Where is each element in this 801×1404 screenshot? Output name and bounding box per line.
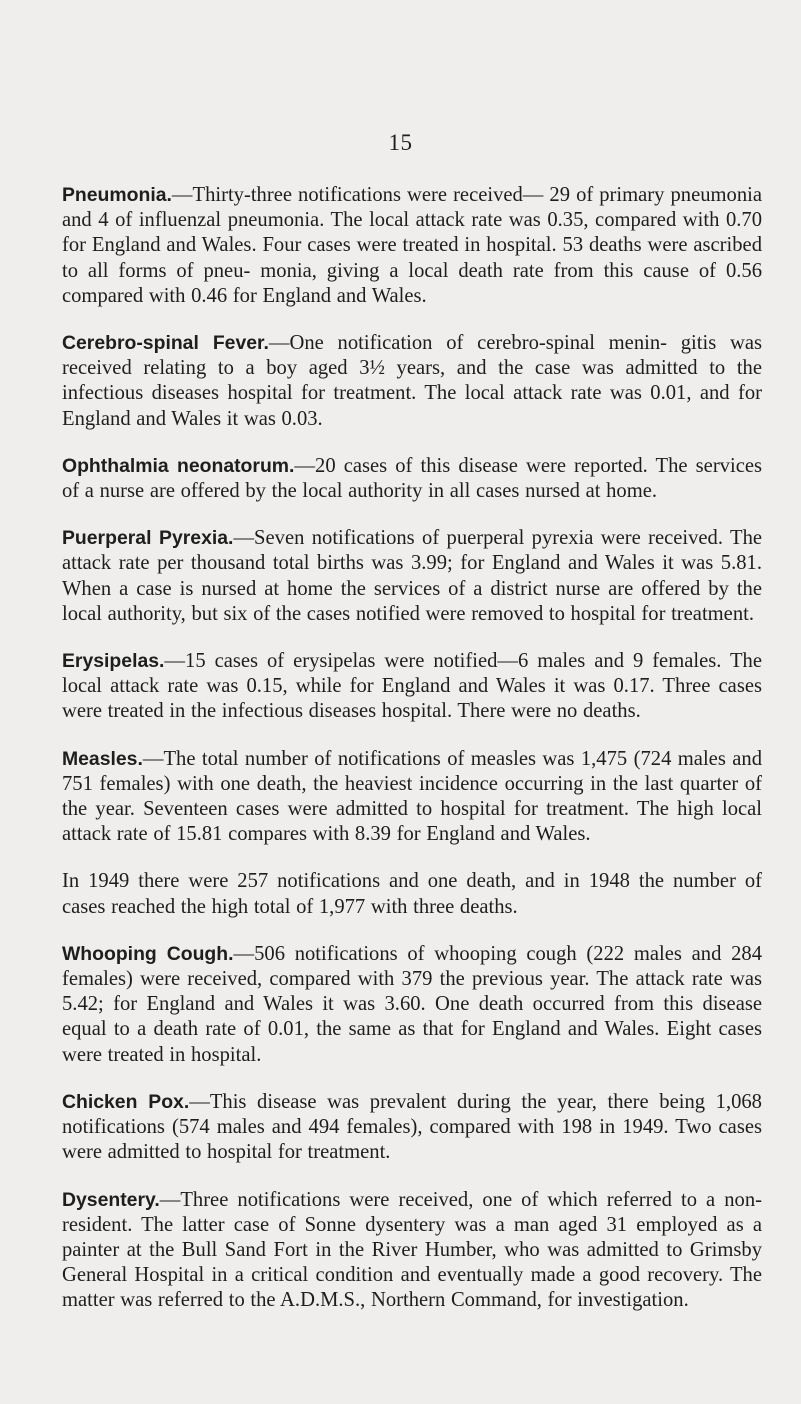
section-heading-ophthalmia-neonatorum: Ophthalmia neonatorum. — [62, 454, 295, 477]
section-heading-measles: Measles. — [62, 747, 143, 770]
section-heading-dysentery: Dysentery. — [62, 1188, 160, 1211]
paragraph-erysipelas — [62, 649, 762, 725]
paragraph-dysentery — [62, 1188, 762, 1314]
section-heading-whooping-cough: Whooping Cough. — [62, 942, 234, 965]
section-body-ophthalmia-neonatorum: —20 cases of this disease were reported. The services of a nurse are offered by the local authority in all cases nursed at home. — [62, 454, 762, 503]
section-body-puerperal-pyrexia: —Seven notifications of puerperal pyrexia were received. The attack rate per thousand total births was 3.99; for England and Wales it was 5.81. When a case is nursed at home the services of a district nurse are offered by the local authority, but six of the cases notified were removed to hospital for treatment. — [62, 527, 763, 625]
paragraph-measles-previous-years — [62, 869, 762, 919]
page-body — [62, 183, 762, 1336]
section-heading-puerperal-pyrexia: Puerperal Pyrexia. — [62, 527, 234, 550]
section-heading-pneumonia: Pneumonia. — [62, 184, 172, 206]
section-body-cerebro-spinal-fever: —One notification of cerebro-spinal menin- gitis was received relating to a boy aged 3½ years, and the case was admitted to the infectious diseases hospital for treatment. The local attack rate was 0.01, and for England and Wales it was 0.03. — [62, 332, 762, 430]
section-body-pneumonia: —Thirty-three notifications were received— 29 of primary pneumonia and 4 of influenzal pneumonia. The local attack rate was 0.35, compared with 0.70 for England and Wales. Four cases were treated in hospital. 53 deaths were ascribed to all forms of pneu- monia, giving a local death rate from this cause of 0.56 compared with 0.46 for England and Wales. — [62, 184, 762, 307]
paragraph-cerebro-spinal-fever — [62, 331, 762, 432]
section-body-dysentery: —Three notifications were received, one of which referred to a non-resident. The latter case of Sonne dysentery was a man aged 31 employed as a painter at the Bull Sand Fort in the River Humber, who was admitted to Grimsby General Hospital in a critical condition and eventually made a good recovery. The matter was referred to the A.D.M.S., Northern Command, for investigation. — [62, 1188, 762, 1312]
section-heading-cerebro-spinal-fever: Cerebro-spinal Fever. — [62, 332, 269, 355]
section-body-whooping-cough: —506 notifications of whooping cough (222 males and 284 females) were received, compared with 379 the previous year. The attack rate was 5.42; for England and Wales it was 3.60. One death occurred from this disease equal to a death rate of 0.01, the same as that for England and Wales. Eight cases were treated in hospital. — [62, 942, 762, 1066]
section-heading-chicken-pox: Chicken Pox. — [62, 1090, 190, 1113]
section-heading-erysipelas: Erysipelas. — [62, 650, 165, 673]
paragraph-whooping-cough — [62, 942, 762, 1068]
paragraph-pneumonia — [62, 183, 762, 309]
section-body-measles: —The total number of notifications of measles was 1,475 (724 males and 751 females) with one death, the heaviest incidence occurring in the last quarter of the year. Seventeen cases were admitted to hospital for treatment. The high local attack rate of 15.81 compares with 8.39 for England and Wales. — [62, 747, 762, 846]
paragraph-puerperal-pyrexia — [62, 526, 762, 627]
paragraph-chicken-pox — [62, 1090, 762, 1166]
section-body-chicken-pox: —This disease was prevalent during the year, there being 1,068 notifications (574 males and 494 females), compared with 198 in 1949. Two cases were admitted to hospital for treatment. — [62, 1090, 762, 1164]
paragraph-ophthalmia-neonatorum — [62, 454, 762, 504]
paragraph-measles — [62, 747, 762, 848]
page-number: 15 — [388, 130, 413, 155]
section-body-erysipelas: —15 cases of erysipelas were notified—6 males and 9 females. The local attack rate was 0.15, while for England and Wales it was 0.17. Three cases were treated in the infectious diseases hospital. There were no deaths. — [62, 650, 762, 723]
section-body-measles-previous-years: In 1949 there were 257 notifications and one death, and in 1948 the number of cases reached the high total of 1,977 with three deaths. — [62, 870, 762, 918]
